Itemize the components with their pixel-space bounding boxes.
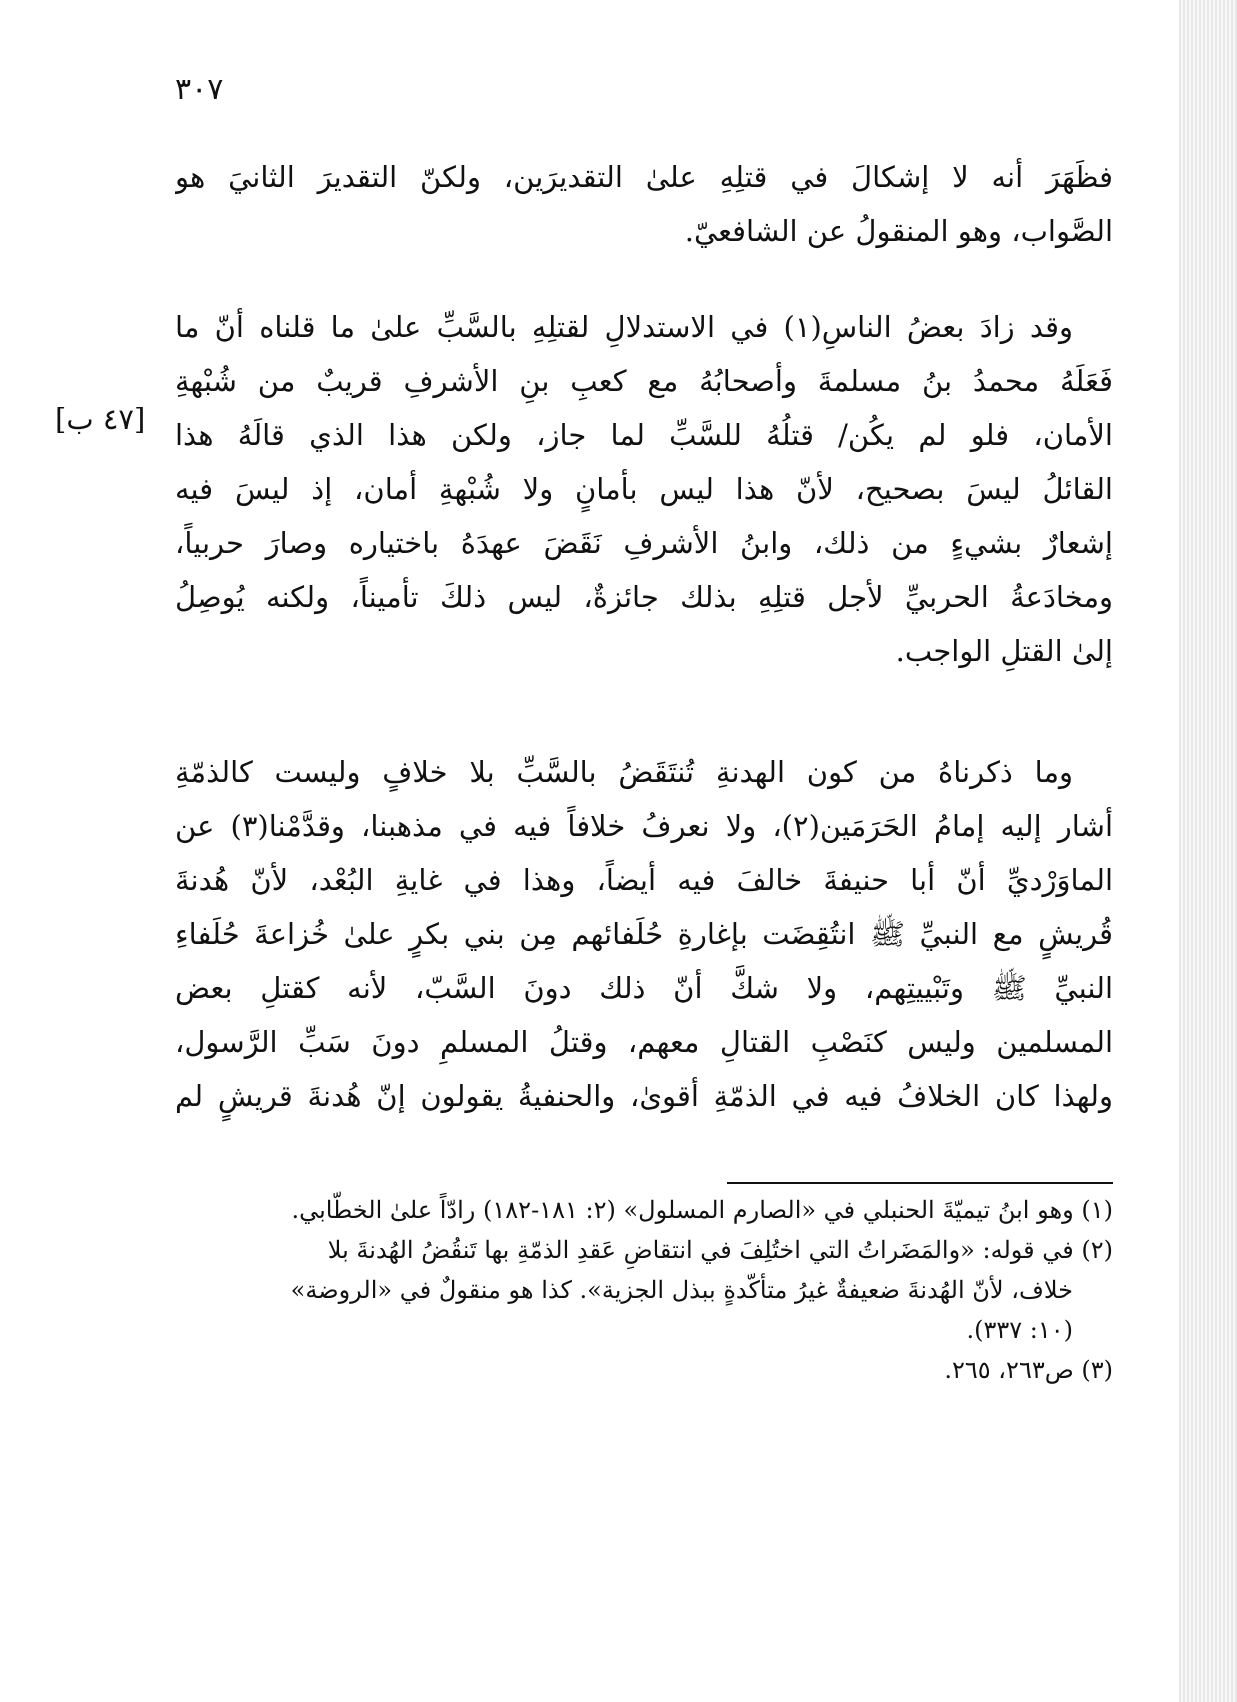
text-line: القائلُ ليسَ بصحيح، لأنّ هذا ليس بأمانٍ ولا شُبْهةِ أمان، إذ ليسَ فيه [175, 472, 1113, 506]
footnote: (١) وهو ابنُ تيميّةَ الحنبلي في «الصارم المسلول» (٢: ١٨١-١٨٢) رادّاً علىٰ الخطّابي. [291, 1196, 1113, 1224]
folio-marker: [٤٧ ب] [55, 402, 146, 436]
text-line: النبيِّ ﷺ وتَبْييتِهم، ولا شكَّ أنّ ذلك دونَ السَّبّ، لأنه كقتلِ بعض [175, 971, 1113, 1005]
text-line: إلىٰ القتلِ الواجب. [895, 634, 1113, 668]
footnote-divider [727, 1182, 1113, 1184]
text-line: أشار إليه إمامُ الحَرَمَين(٢)، ولا نعرفُ خلافاً فيه في مذهبنا، وقدَّمْنا(٣) عن [175, 809, 1113, 843]
text-line: وقد زادَ بعضُ الناسِ(١) في الاستدلالِ لقتلِهِ بالسَّبِّ علىٰ ما قلناه أنّ ما [175, 310, 1073, 344]
text-line: فَعَلَهُ محمدُ بنُ مسلمةَ وأصحابُهُ مع كعبِ بنِ الأشرفِ قريبٌ من شُبْهةِ [175, 364, 1113, 398]
footnote: (٢) في قوله: «والمَضَراتُ التي اختُلِفَ في انتقاضِ عَقدِ الذمّةِ بها تَنقُضُ الهُدنةَ بلا [327, 1236, 1113, 1264]
text-line: الأمان، فلو لم يكُن/ قتلُهُ للسَّبِّ لما جاز، ولكن هذا الذي قالَهُ هذا [175, 418, 1113, 452]
text-line: ولهذا كان الخلافُ فيه في الذمّةِ أقوىٰ، والحنفيةُ يقولون إنّ هُدنةَ قريشٍ لم [175, 1079, 1113, 1113]
text-line: المسلمين وليس كنَصْبِ القتالِ معهم، وقتلُ المسلمِ دونَ سَبِّ الرَّسول، [175, 1025, 1113, 1059]
footnotes [175, 1190, 1113, 1390]
text-line: وما ذكرناهُ من كون الهدنةِ تُنتَقَضُ بالسَّبِّ بلا خلافٍ وليست كالذمّةِ [175, 755, 1073, 789]
text-line: الماوَرْديِّ أنّ أبا حنيفةَ خالفَ فيه أيضاً، وهذا في غايةِ البُعْد، لأنّ هُدنةَ [175, 863, 1113, 897]
text-line: الصَّواب، وهو المنقولُ عن الشافعيّ. [684, 214, 1113, 248]
paragraph-3 [175, 745, 1113, 1123]
text-line: فظَهَرَ أنه لا إشكالَ في قتلِهِ علىٰ التقديرَين، ولكنّ التقديرَ الثانيَ هو [175, 160, 1113, 194]
text-line: ومخادَعةُ الحربيِّ لأجل قتلِهِ بذلك جائزةٌ، ليس ذلكَ تأميناً، ولكنه يُوصِلُ [175, 580, 1113, 614]
text-line: إشعارٌ بشيءٍ من ذلك، وابنُ الأشرفِ نَقَضَ عهدَهُ باختياره وصارَ حربياً، [175, 526, 1113, 560]
scan-edge [1179, 0, 1237, 1702]
text-line: قُريشٍ مع النبيِّ ﷺ انتُقِضَت بإغارةِ حُلَفائهم مِن بني بكرٍ علىٰ خُزاعةَ حُلَفاءِ [175, 917, 1113, 951]
footnote-continuation: (١٠: ٣٣٧). [966, 1316, 1073, 1344]
footnote-continuation: خلاف، لأنّ الهُدنةَ ضعيفةٌ غيرُ متأكّدةٍ ببذل الجزية». كذا هو منقولٌ في «الروضة» [290, 1276, 1073, 1304]
paragraph-2 [175, 300, 1113, 678]
page-number: ٣٠٧ [175, 72, 224, 107]
paragraph-1 [175, 150, 1113, 258]
footnote: (٣) ص٢٦٣، ٢٦٥. [944, 1356, 1113, 1384]
